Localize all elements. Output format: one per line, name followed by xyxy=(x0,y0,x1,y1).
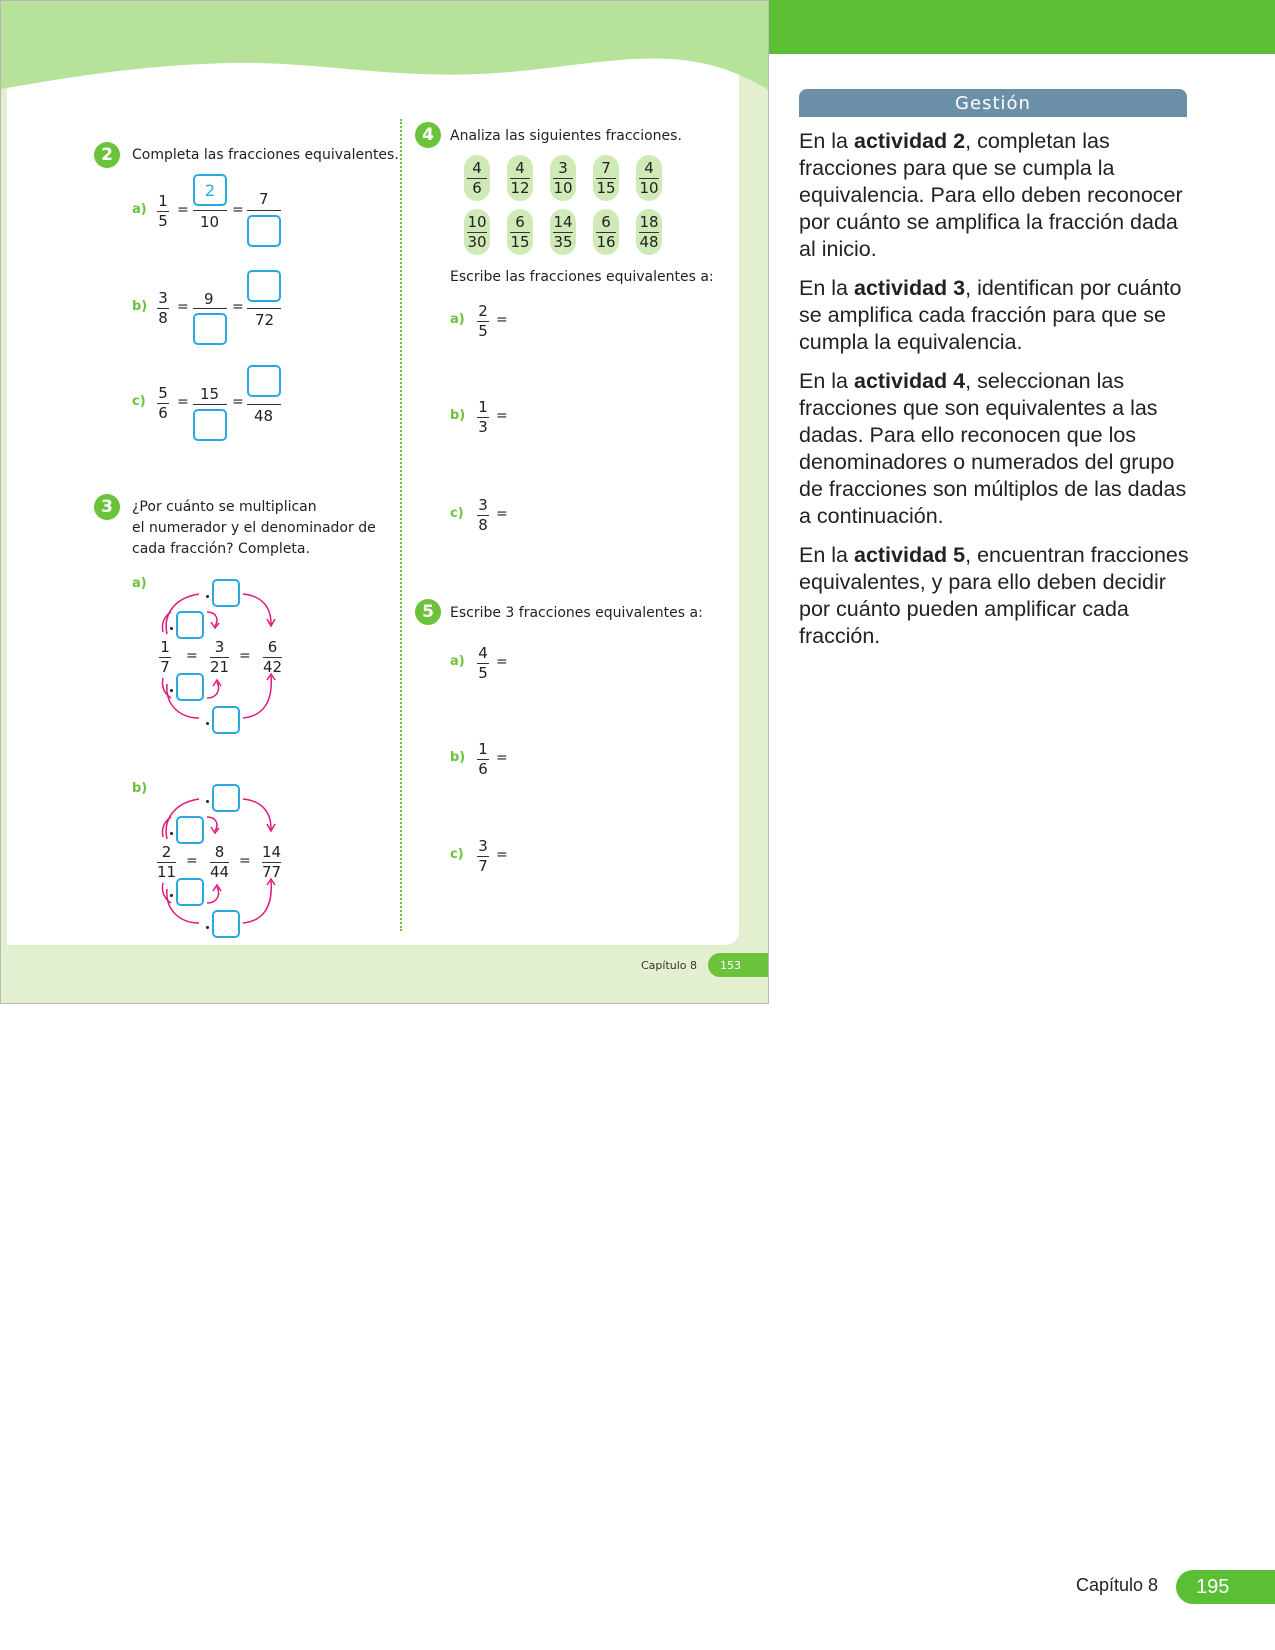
multiplier-box-3a-outer-top[interactable] xyxy=(212,579,240,607)
guide-paragraph-4: En la actividad 5, encuentran fracciones equivalentes, y para ello deben decidir por cuánto pueden amplificar cada fracción. xyxy=(799,543,1189,648)
column-divider xyxy=(400,119,402,931)
fraction-pill: 3 10 xyxy=(550,155,576,201)
answer-box-2a-num[interactable]: 2 xyxy=(193,174,227,206)
fraction-bar xyxy=(193,308,227,309)
activity-2c-label: c) xyxy=(132,394,146,409)
activity-4b-label: b) xyxy=(450,408,466,423)
activity-5-instruction: Escribe 3 fracciones equivalentes a: xyxy=(450,605,703,621)
equals-sign: = xyxy=(496,654,508,670)
equals-sign: = xyxy=(496,408,508,424)
activity-4-number: 4 xyxy=(415,122,441,148)
activity-4b-fraction: 1 3 xyxy=(478,398,488,436)
activity-3b-fraction-1: 2 11 xyxy=(157,843,177,881)
guide-paragraph-2: En la actividad 3, identifican por cuánto se amplifica cada fracción para que se cumpla la equivalencia. xyxy=(799,276,1182,354)
page-chapter: Capítulo 8 xyxy=(1076,1575,1159,1595)
activity-2b-fraction-3-den: 72 xyxy=(255,311,275,329)
page-number: 195 xyxy=(1176,1570,1275,1604)
activity-4c-label: c) xyxy=(450,506,464,521)
activity-3b-fraction-2: 8 44 xyxy=(210,843,230,881)
activity-5-number: 5 xyxy=(415,599,441,625)
activity-4-sub-instruction: Escribe las fracciones equivalentes a: xyxy=(450,269,714,285)
multiply-dot xyxy=(170,832,173,835)
activity-3b-label: b) xyxy=(132,781,148,796)
equals-sign: = xyxy=(496,506,508,522)
multiply-dot xyxy=(170,894,173,897)
activity-2a-fraction-3-num: 7 xyxy=(259,190,269,208)
activity-2a-label: a) xyxy=(132,202,147,217)
activity-2c-fraction-2-num: 15 xyxy=(200,385,220,403)
activity-3b-fraction-3: 14 77 xyxy=(262,843,282,881)
multiply-dot xyxy=(206,800,209,803)
multiply-dot xyxy=(170,689,173,692)
activity-3-instruction-line-1: ¿Por cuánto se multiplican xyxy=(132,499,317,515)
fraction-pill: 18 48 xyxy=(636,209,662,255)
fraction-pill: 4 12 xyxy=(507,155,533,201)
fraction-bar xyxy=(247,404,281,405)
activity-3a-fraction-2: 3 21 xyxy=(210,638,230,676)
activity-4-instruction: Analiza las siguientes fracciones. xyxy=(450,128,682,144)
multiplier-box-3a-inner-bottom[interactable] xyxy=(176,673,204,701)
equals-sign: = xyxy=(239,853,251,869)
activity-2-instruction: Completa las fracciones equivalentes. xyxy=(132,147,399,163)
guide-text xyxy=(799,128,1191,662)
answer-box-2b-num[interactable] xyxy=(247,270,281,302)
multiplier-box-3b-inner-top[interactable] xyxy=(176,816,204,844)
equals-sign: = xyxy=(177,394,189,410)
activity-4a-fraction: 2 5 xyxy=(478,302,488,340)
activity-3-number: 3 xyxy=(94,494,120,520)
activity-5c-label: c) xyxy=(450,847,464,862)
equals-sign: = xyxy=(232,299,244,315)
fraction-bar xyxy=(247,210,281,211)
activity-5b-fraction: 1 6 xyxy=(478,740,488,778)
multiplier-box-3a-outer-bottom[interactable] xyxy=(212,706,240,734)
equals-sign: = xyxy=(177,202,189,218)
guide-paragraph-3: En la actividad 4, seleccionan las fracciones que son equivalentes a las dadas. Para ello reconocen que los denominadores o numerados del grupo de fracciones son múltiplos de las dadas a continuación. xyxy=(799,369,1187,528)
multiplier-box-3a-inner-top[interactable] xyxy=(176,611,204,639)
equals-sign: = xyxy=(232,394,244,410)
fraction-bar xyxy=(193,210,227,211)
equals-sign: = xyxy=(496,312,508,328)
wave-header-band xyxy=(1,1,769,101)
answer-box-2c-den[interactable] xyxy=(193,409,227,441)
fraction-pill: 14 35 xyxy=(550,209,576,255)
fraction-pill: 10 30 xyxy=(464,209,490,255)
fraction-pill: 4 6 xyxy=(464,155,490,201)
activity-2b-label: b) xyxy=(132,299,148,314)
activity-5a-fraction: 4 5 xyxy=(478,644,488,682)
equals-sign: = xyxy=(496,750,508,766)
activity-2c-fraction-3-den: 48 xyxy=(254,407,274,425)
equals-sign: = xyxy=(239,648,251,664)
activity-4a-label: a) xyxy=(450,312,465,327)
fraction-bar xyxy=(247,308,281,309)
equals-sign: = xyxy=(496,847,508,863)
top-green-bar xyxy=(769,0,1275,54)
equals-sign: = xyxy=(177,299,189,315)
activity-2b-fraction-2-num: 9 xyxy=(204,290,214,308)
activity-5a-label: a) xyxy=(450,654,465,669)
activity-3-instruction-line-3: cada fracción? Completa. xyxy=(132,541,310,557)
activity-3a-fraction-3: 6 42 xyxy=(263,638,283,676)
activity-3-instruction-line-2: el numerador y el denominador de xyxy=(132,520,376,536)
multiply-dot xyxy=(170,627,173,630)
activity-2-number: 2 xyxy=(94,142,120,168)
multiply-dot xyxy=(206,595,209,598)
answer-box-2c-num[interactable] xyxy=(247,365,281,397)
activity-3a-label: a) xyxy=(132,576,147,591)
activity-2a-fraction-1: 1 5 xyxy=(158,192,168,230)
fraction-bar xyxy=(193,404,227,405)
activity-5c-fraction: 3 7 xyxy=(478,837,488,875)
fraction-pill: 6 15 xyxy=(507,209,533,255)
activity-2b-fraction-1: 3 8 xyxy=(158,289,168,327)
fraction-pill: 4 10 xyxy=(636,155,662,201)
multiplier-box-3b-outer-top[interactable] xyxy=(212,784,240,812)
activity-2a-fraction-2-den: 10 xyxy=(200,213,220,231)
guide-paragraph-1: En la actividad 2, completan las fracciones para que se cumpla la equivalencia. Para ello deben reconocer por cuánto se amplifica la fracción dada al inicio. xyxy=(799,129,1183,261)
student-page-number: 153 xyxy=(708,953,769,977)
multiplier-box-3b-inner-bottom[interactable] xyxy=(176,878,204,906)
multiplier-box-3b-outer-bottom[interactable] xyxy=(212,910,240,938)
activity-4c-fraction: 3 8 xyxy=(478,496,488,534)
fraction-pill: 6 16 xyxy=(593,209,619,255)
multiply-dot xyxy=(206,926,209,929)
answer-box-2a-den[interactable] xyxy=(247,215,281,247)
gestion-header: Gestión xyxy=(799,89,1187,117)
answer-box-2b-den[interactable] xyxy=(193,313,227,345)
equals-sign: = xyxy=(232,202,244,218)
equals-sign: = xyxy=(186,853,198,869)
activity-5b-label: b) xyxy=(450,750,466,765)
student-page-chapter: Capítulo 8 xyxy=(641,959,698,972)
activity-3a-fraction-1: 1 7 xyxy=(160,638,170,676)
fraction-pill: 7 15 xyxy=(593,155,619,201)
equals-sign: = xyxy=(186,648,198,664)
activity-2c-fraction-1: 5 6 xyxy=(158,384,168,422)
student-page xyxy=(0,0,769,1004)
multiply-dot xyxy=(206,722,209,725)
